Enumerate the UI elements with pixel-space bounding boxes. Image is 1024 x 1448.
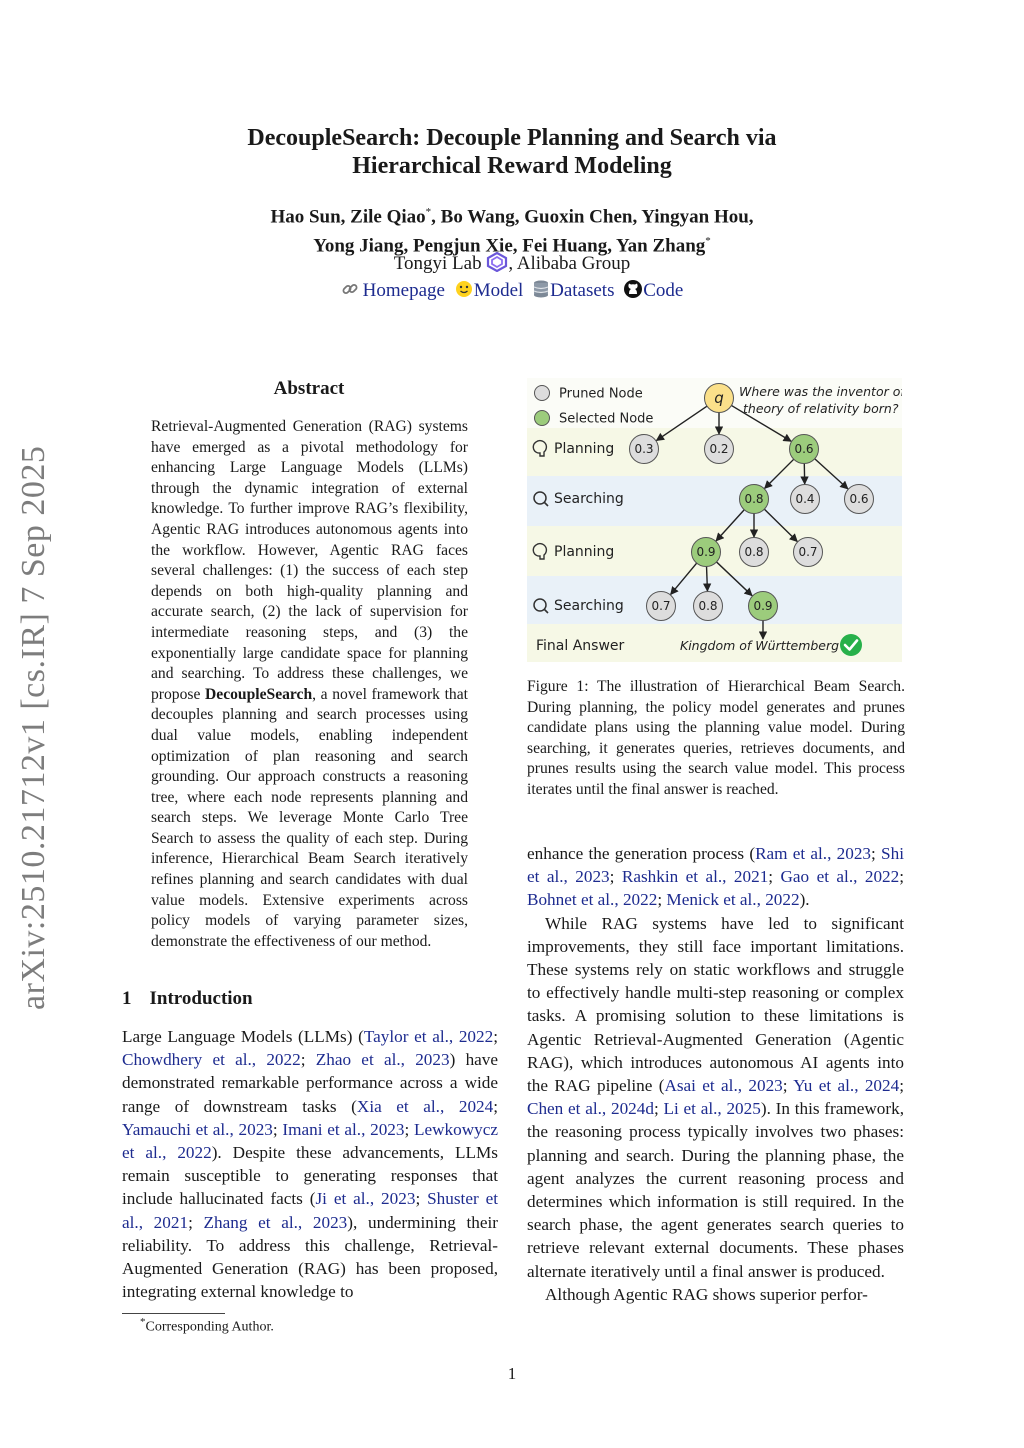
method-name: DecoupleSearch	[205, 685, 313, 703]
author-list	[0, 200, 1024, 259]
figure-caption: Figure 1: The illustration of Hierarchical Beam Search. During planning, the policy model generates and prunes candidate plans using the planning value model. During searching, it generates queries, retrieves documents, and prunes results using the search value model. This process iterates until the final answer is reached.	[527, 678, 905, 798]
abstract-text: , a novel framework that decouples planning and search processes using dual value models, enabling independent optimization of plan reasoning and search grounding. Our approach constructs a reasoning tree, where each node represents planning and search steps. We leverage Monte Carlo Tree Search to assess the quality of each step. During inference, Hierarchical Beam Search iteratively refines planning and search candidates with dual value models. Extensive experiments across policy models of varying parameter sizes, demonstrate the effectiveness of our method.	[151, 685, 468, 950]
author-line-1	[0, 200, 1024, 229]
database-icon	[532, 279, 550, 306]
affiliation	[0, 252, 1024, 279]
group-name: , Alibaba Group	[508, 253, 631, 274]
lab-name: Tongyi Lab	[393, 253, 482, 274]
citation-link[interactable]: Chen et al., 2024d	[527, 1099, 654, 1119]
stage-label: Searching	[554, 598, 624, 614]
paragraph-text: ;	[871, 844, 882, 863]
section-number: 1	[122, 988, 132, 1009]
question-text-line-1: Where was the inventor of	[739, 384, 902, 399]
paragraph-text: enhance the generation process (	[527, 844, 756, 863]
citation-link[interactable]: Li et al., 2025	[663, 1099, 761, 1119]
paragraph-text: ;	[493, 1096, 499, 1116]
citation-link[interactable]: Yu et al., 2024	[793, 1076, 900, 1096]
final-answer-text: Kingdom of Württemberg	[680, 638, 840, 653]
node-score: 0.8	[744, 545, 764, 559]
abstract-text: Retrieval-Augmented Generation (RAG) systems have emerged as a pivotal methodology for enhancing Large Language Models (LLMs) through the dynamic integration of external knowledge. To further improve RAG’s flexibility, Agentic RAG introduces autonomous agents into the workflow. However, Agentic RAG faces several challenges: (1) the success of each step depends on both high-quality planning and accurate search, (2) the lack of supervision for intermediate reasoning steps, and (3) the exponentially large candidate space for planning and searching. To address these challenges, we propose	[151, 418, 468, 703]
authors-b: , Bo Wang, Guoxin Chen, Yingyan Hou,	[431, 206, 754, 228]
tongyi-logo-icon	[486, 252, 508, 279]
citation-link[interactable]: Zhang et al., 2023	[203, 1212, 348, 1232]
final-answer-label: Final Answer	[536, 638, 625, 654]
link-chain-icon	[341, 280, 359, 305]
intro-paragraph-4	[527, 1283, 904, 1306]
citation-link[interactable]: Lewkowycz et al., 2022	[122, 1119, 498, 1163]
model-link[interactable]: Model	[473, 280, 524, 301]
node-score: 0.2	[709, 442, 729, 456]
abstract-heading: Abstract	[273, 378, 345, 399]
paragraph-text: ). Despite these advancements, LLMs remain susceptible to generating responses that include hallucinated facts (	[122, 1143, 498, 1209]
paragraph-text: Although Agentic RAG shows superior perfor-	[545, 1284, 868, 1304]
github-icon	[623, 279, 643, 306]
selected-legend-swatch	[535, 411, 550, 426]
footnote-text: Corresponding Author.	[145, 1319, 274, 1335]
tree-edge	[706, 565, 707, 591]
check-circle-icon	[840, 634, 862, 656]
beam-search-tree-diagram	[527, 378, 902, 662]
authors-a: Hao Sun, Zile Qiao	[270, 206, 426, 228]
citation-link[interactable]: Bohnet et al., 2022	[527, 890, 658, 910]
question-text-line-2: theory of relativity born?	[743, 401, 899, 416]
code-link[interactable]: Code	[643, 280, 684, 301]
right-column-text	[527, 842, 904, 1306]
node-score: 0.6	[849, 492, 869, 506]
citation-link[interactable]: Menick et al., 2022	[666, 890, 800, 910]
node-score: 0.8	[744, 492, 764, 506]
citation-link[interactable]: Rashkin et al., 2021	[621, 867, 769, 887]
resource-links	[0, 279, 1024, 306]
node-score: 0.7	[798, 545, 818, 559]
paragraph-text: ;	[300, 1050, 316, 1070]
footnote-rule	[122, 1313, 225, 1314]
citation-link[interactable]: Asai et al., 2023	[664, 1076, 783, 1096]
footnote-mark: *	[140, 1316, 146, 1328]
title-line-1: DecoupleSearch: Decouple Planning and Search via	[247, 125, 777, 151]
node-score: 0.9	[753, 599, 773, 613]
section-heading	[122, 988, 253, 1010]
corresponding-mark: *	[425, 206, 432, 218]
pruned-legend-swatch	[535, 386, 550, 401]
homepage-link[interactable]: Homepage	[362, 280, 445, 301]
paragraph-text: ) have demonstrated remarkable performance across a wide range of downstream tasks (	[122, 1050, 499, 1116]
paragraph-text: ), undermining their reliability. To address this challenge, Retrieval-Augmented Generation (RAG) has been proposed, integrating external knowledge to	[122, 1212, 499, 1302]
intro-paragraph-3	[527, 912, 904, 1283]
authors-c: Yong Jiang, Pengjun Xie, Fei Huang, Yan Zhang	[313, 235, 706, 257]
page-number: 1	[507, 1364, 517, 1383]
intro-paragraph-2	[527, 842, 904, 912]
citation-link[interactable]: Ji et al., 2023	[315, 1189, 416, 1209]
huggingface-icon	[454, 279, 474, 306]
node-score: 0.9	[696, 545, 716, 559]
citation-link[interactable]: Chowdhery et al., 2022	[122, 1050, 301, 1070]
paragraph-text: Large Language Models (LLMs) (	[122, 1027, 364, 1046]
paragraph-text: ;	[899, 867, 905, 887]
datasets-link[interactable]: Datasets	[550, 280, 615, 301]
citation-link[interactable]: Taylor et al., 2022	[363, 1027, 494, 1046]
left-column-text	[122, 1025, 498, 1303]
paragraph-text: While RAG systems have led to significant improvements, they still face important limitations. These systems rely on static workflows and struggle to effectively handle multi-step reasoning or complex tasks. A promising solution to these limitations is Agentic Retrieval-Augmented Generation (Agentic RAG), which introduces autonomous AI agents into the RAG pipeline (	[527, 913, 904, 1096]
paragraph-text: ;	[899, 1076, 904, 1096]
intro-paragraph-1	[122, 1025, 498, 1303]
citation-link[interactable]: Yamauchi et al., 2023	[122, 1119, 273, 1139]
stage-label: Planning	[554, 441, 615, 457]
abstract-body	[151, 417, 468, 952]
stage-label: Planning	[554, 544, 615, 560]
root-query-label: q	[714, 389, 724, 407]
stage-label: Searching	[554, 491, 624, 507]
paragraph-text: ;	[657, 890, 667, 910]
paper-title	[0, 124, 1024, 180]
section-title: Introduction	[149, 988, 253, 1009]
node-score: 0.7	[651, 599, 671, 613]
paragraph-text: ;	[272, 1119, 283, 1139]
citation-link[interactable]: Ram et al., 2023	[755, 844, 872, 863]
citation-link[interactable]: Imani et al., 2023	[282, 1119, 405, 1139]
node-score: 0.8	[698, 599, 718, 613]
citation-link[interactable]: Gao et al., 2022	[780, 867, 900, 887]
selected-legend-label: Selected Node	[559, 411, 654, 427]
citation-link[interactable]: Xia et al., 2024	[356, 1096, 494, 1116]
paragraph-text: ).	[799, 890, 810, 910]
title-line-2: Hierarchical Reward Modeling	[352, 153, 672, 179]
paragraph-text: ;	[653, 1099, 664, 1119]
node-score: 0.3	[634, 442, 654, 456]
paragraph-text: ;	[404, 1119, 414, 1139]
citation-link[interactable]: Zhao et al., 2023	[315, 1050, 450, 1070]
paragraph-text: ;	[493, 1027, 498, 1046]
node-score: 0.6	[794, 442, 814, 456]
paragraph-text: ;	[782, 1076, 794, 1096]
citation-link[interactable]: Shuster et al., 2021	[122, 1189, 498, 1232]
arxiv-identifier: arXiv:2510.21712v1 [cs.IR] 7 Sep 2025	[15, 445, 52, 1010]
paragraph-text: ). In this framework, the reasoning process typically involves two phases: planning and search. During the planning phase, the agent analyzes the current reasoning process and determines which information is still required. In the search phase, the agent generates search queries to retrieve relevant external documents. These phases alternate iteratively until a final answer is produced.	[527, 1099, 904, 1281]
paragraph-text: ;	[415, 1189, 428, 1209]
corresponding-mark: *	[705, 235, 711, 248]
paragraph-text: ;	[188, 1212, 204, 1232]
citation-link[interactable]: Shi et al., 2023	[527, 844, 904, 887]
figure-hierarchical-beam-search	[527, 378, 902, 662]
pruned-legend-label: Pruned Node	[559, 386, 643, 402]
paragraph-text: ;	[609, 867, 622, 887]
paragraph-text: ;	[768, 867, 781, 887]
node-score: 0.4	[795, 492, 815, 506]
footnote	[140, 1316, 274, 1336]
